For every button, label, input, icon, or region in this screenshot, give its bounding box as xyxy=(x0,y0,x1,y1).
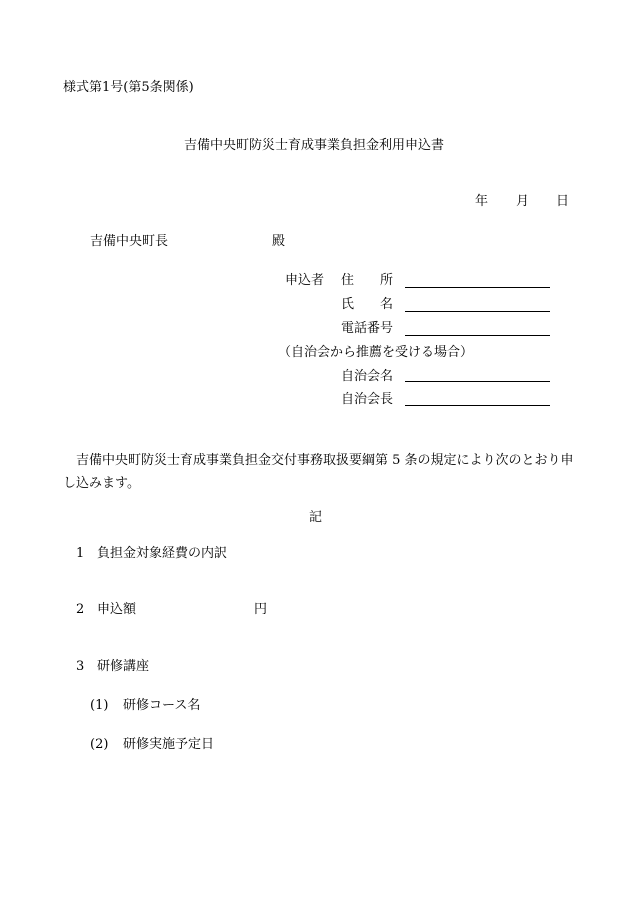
item-number: 3 xyxy=(76,659,85,674)
phone-label: 電話番号 xyxy=(341,321,394,336)
date-month-label: 月 xyxy=(516,194,530,209)
association-head-label: 自治会長 xyxy=(341,392,394,407)
item-number: 1 xyxy=(76,546,85,561)
applicant-label: 申込者 xyxy=(285,273,325,288)
association-name-label: 自治会名 xyxy=(341,369,394,384)
sub-item-number: (2) xyxy=(90,737,109,752)
recommendation-note: （自治会から推薦を受ける場合） xyxy=(278,345,474,360)
association-name-field-line[interactable] xyxy=(405,381,550,382)
item-label-training-course: 研修講座 xyxy=(97,659,150,674)
sub-item-label-scheduled-date: 研修実施予定日 xyxy=(123,737,215,752)
item-number: 2 xyxy=(76,602,85,617)
item-label-expense-breakdown: 負担金対象経費の内訳 xyxy=(97,546,228,561)
addressee-honorific: 殿 xyxy=(272,234,286,249)
name-field-line[interactable] xyxy=(405,311,550,312)
address-label: 住 所 xyxy=(341,273,394,288)
form-number: 様式第1号(第5条関係) xyxy=(63,80,194,95)
name-label: 氏 名 xyxy=(341,297,394,312)
address-field-line[interactable] xyxy=(405,287,550,288)
date-year-label: 年 xyxy=(475,194,489,209)
yen-unit: 円 xyxy=(254,602,268,617)
sub-item-label-course-name: 研修コース名 xyxy=(123,698,201,713)
association-head-field-line[interactable] xyxy=(405,405,550,406)
body-paragraph: 吉備中央町防災士育成事業負担金交付事務取扱要綱第 5 条の規定により次のとおり申し込みます。 xyxy=(63,453,574,491)
item-label-application-amount: 申込額 xyxy=(97,602,137,617)
ki-heading: 記 xyxy=(309,510,323,525)
addressee-name: 吉備中央町長 xyxy=(90,234,169,249)
phone-field-line[interactable] xyxy=(405,335,550,336)
sub-item-number: (1) xyxy=(90,698,109,713)
page-title: 吉備中央町防災士育成事業負担金利用申込書 xyxy=(184,138,445,153)
date-day-label: 日 xyxy=(556,194,570,209)
